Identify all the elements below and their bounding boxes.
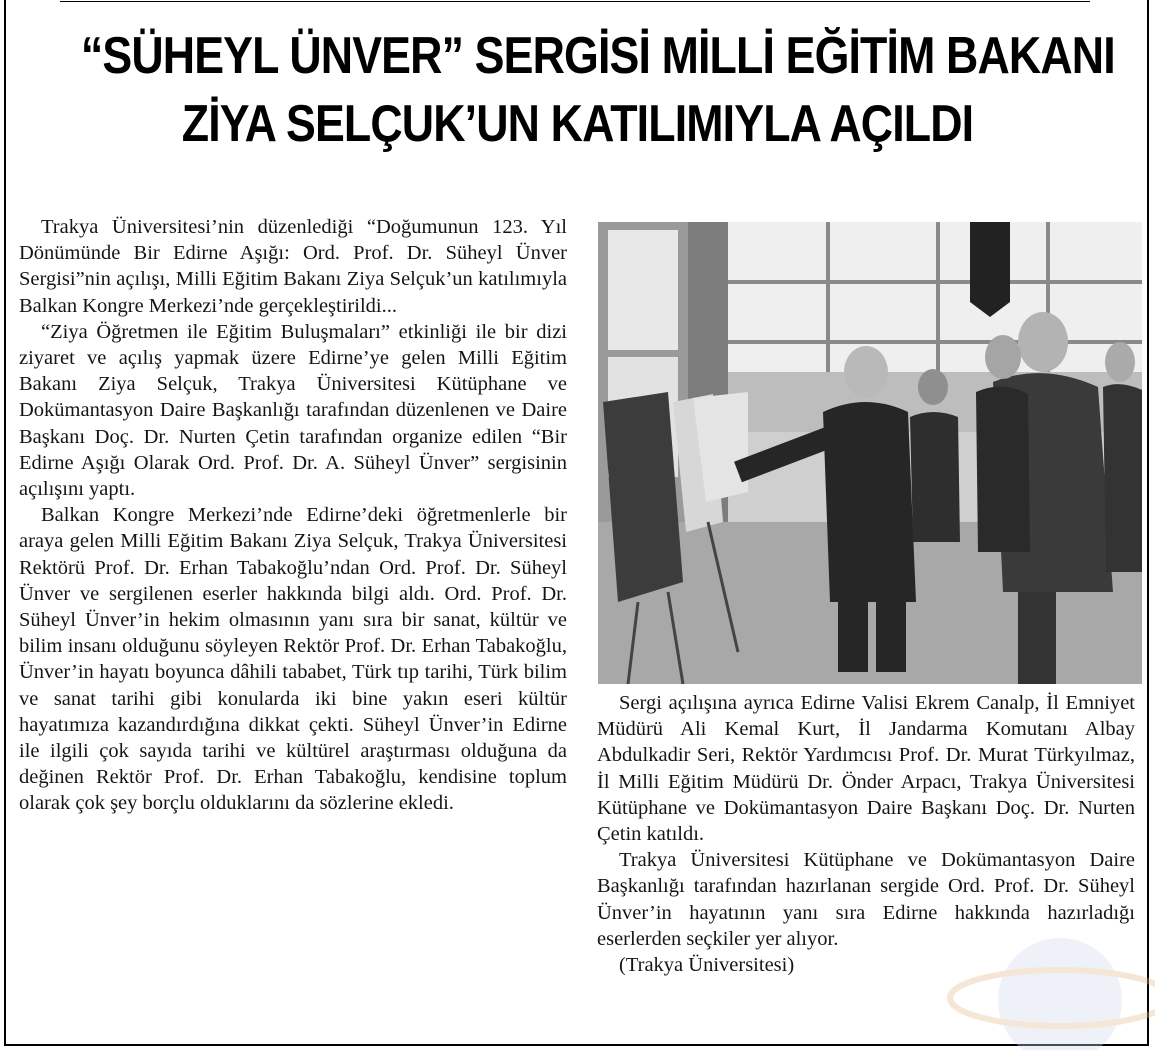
headline-line-1: “SÜHEYL ÜNVER” SERGİSİ MİLLİ EĞİTİM BAKANI bbox=[80, 27, 1115, 85]
right-paragraph-2: Trakya Üniversitesi Kütüphane ve Dokümantasyon Daire Başkanlığı tarafından hazırlanan sergide Ord. Prof. Dr. Süheyl Ünver’in hayatının yanı sıra Edirne hakkında hazırladığı eserlerden seçkiler yer alıyor. bbox=[597, 849, 1135, 950]
left-paragraph-3: Balkan Kongre Merkezi’nde Edirne’deki öğretmenlerle bir araya gelen Milli Eğitim Bakanı Ziya Selçuk, Trakya Üniversitesi Rektörü Prof. Dr. Erhan Tabakoğlu’ndan Ord. Prof. Dr. Süheyl Ünver ve sergilenen eserler hakkında bilgi aldı. Ord. Prof. Dr. Süheyl Ünver’in hekim olmasının yanı sıra bir sanat, kültür ve bilim insanı olduğunu söyleyen Rektör Prof. Dr. Erhan Tabakoğlu, Ünver’in hayatı boyunca dâhili tababet, Türk tıp tarihi, Türk bilim ve sanat tarihi gibi konularda iki bine yakın eseri kültür hayatımıza kazandırdığına dikkat çekti. Süheyl Ünver’in Edirne ile ilgili çok sayıda tarihi ve kültürel araştırması olduğuna da değinen Rektör Prof. Dr. Erhan Tabakoğlu, kendisine toplum olarak çok şey borçlu olduklarını da sözlerine ekledi. bbox=[19, 504, 567, 815]
source-credit: (Trakya Üniversitesi) bbox=[619, 954, 795, 977]
headline-line-2: ZİYA SELÇUK’UN KATILIMIYLA AÇILDI bbox=[181, 95, 974, 153]
right-paragraph-1: Sergi açılışına ayrıca Edirne Valisi Ekrem Canalp, İl Emniyet Müdürü Ali Kemal Kurt, İl Jandarma Komutanı Albay Abdulkadir Seri, Rektör Yardımcısı Prof. Dr. Murat Türkyılmaz, İl Milli Eğitim Müdürü Dr. Önder Arpacı, Trakya Üniversitesi Kütüphane ve Dokümantasyon Daire Başkanı Doç. Dr. Nurten Çetin katıldı. bbox=[597, 692, 1135, 846]
left-paragraph-1: Trakya Üniversitesi’nin düzenlediği “Doğumunun 123. Yıl Dönümünde Bir Edirne Aşığı: Ord. Prof. Dr. Süheyl Ünver Sergisi”nin açılışı, Milli Eğitim Bakanı Ziya Selçuk’un katılımıyla Balkan Kongre Merkezi’nde gerçekleştirildi... bbox=[19, 216, 567, 317]
left-column bbox=[19, 214, 567, 817]
event-photo bbox=[598, 222, 1142, 684]
top-rule bbox=[60, 1, 1090, 2]
planet-watermark-icon bbox=[945, 900, 1155, 1050]
left-paragraph-2: “Ziya Öğretmen ile Eğitim Buluşmaları” etkinliği ile bir dizi ziyaret ve açılış yapmak üzere Edirne’ye gelen Milli Eğitim Bakanı Ziya Selçuk, Trakya Üniversitesi Kütüphane ve Dokümantasyon Daire Başkanlığı tarafından düzenlenen ve Daire Başkanı Doç. Dr. Nurten Çetin tarafından organize edilen “Bir Edirne Aşığı Olarak Ord. Prof. Dr. A. Süheyl Ünver” sergisinin açılışını yaptı. bbox=[19, 320, 567, 501]
headline bbox=[80, 22, 1115, 158]
event-photo-illustration bbox=[598, 222, 1142, 684]
